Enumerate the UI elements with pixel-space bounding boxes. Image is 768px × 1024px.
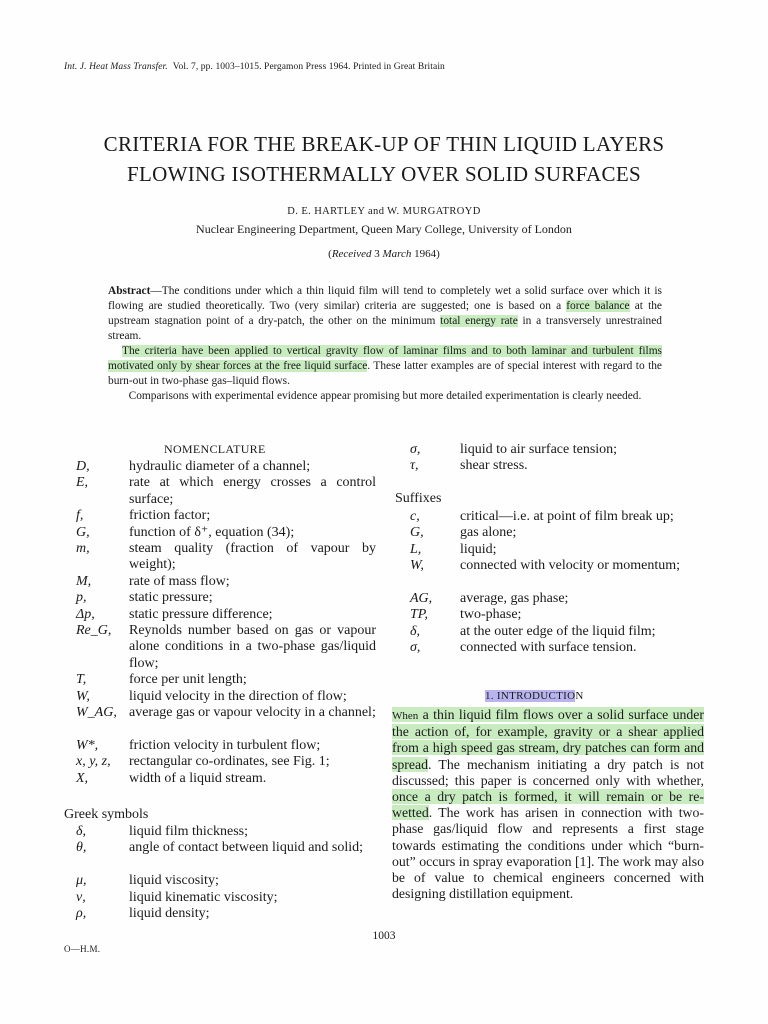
symbol: L,	[410, 541, 422, 557]
symbol: θ,	[76, 840, 87, 856]
suffixes-heading: Suffixes	[395, 491, 442, 506]
introduction-text: When a thin liquid film flows over a solid surface under the action of, for example, gravity or a shear applied from a high speed gas stream, dry patches can form and spread. The mechanism initiating a dry patch is not discussed; this paper is concerned only with whether, once a dry patch is formed, it will remain or be re-wetted. The work has arisen in connection with two-phase gas/liquid flow and represents a first stage towards estimating the conditions under which “burn-out” occurs in spray evaporation [1]. The work may also be of value to chemical engineers concerned with designing distillation equipment.	[392, 707, 704, 902]
page-number: 1003	[372, 930, 396, 942]
journal-details: Vol. 7, pp. 1003–1015. Pergamon Press 1964. Printed in Great Britain	[172, 62, 445, 72]
definition: liquid film thickness;	[129, 824, 248, 839]
definition: force per unit length;	[129, 672, 247, 688]
symbol: X,	[76, 770, 89, 786]
definition: liquid;	[460, 541, 497, 557]
definition: two-phase;	[460, 607, 522, 623]
symbol: W*,	[76, 737, 99, 753]
definition: connected with velocity or momentum;	[460, 558, 681, 574]
definition: friction velocity in turbulent flow;	[129, 737, 321, 753]
abstract-paragraph-1: Abstract—The conditions under which a thin liquid film will tend to completely wet a solid surface over which it is flowing are studied theoretically. Two (very similar) criteria are suggested; one is based on a force balance at the upstream stagnation point of a dry-patch, the other on the minimum total energy rate in a transversely unrestrained stream.	[108, 285, 662, 342]
definition: at the outer edge of the liquid film;	[460, 623, 656, 639]
symbol: G,	[410, 525, 424, 541]
definition: critical—i.e. at point of film break up;	[460, 509, 674, 524]
symbol: f,	[76, 508, 84, 524]
definition: friction factor;	[129, 508, 211, 524]
definition: average, gas phase;	[460, 591, 569, 606]
definition: rectangular co-ordinates, see Fig. 1;	[129, 754, 330, 770]
authors: D. E. HARTLEY and W. MURGATROYD	[287, 206, 481, 217]
symbol: ν,	[76, 889, 86, 905]
highlight: The criteria have been applied to vertical gravity flow of laminar films and to both laminar and turbulent films motivated only by shear forces at the free liquid surface	[108, 345, 662, 372]
footer-mark: O—H.M.	[64, 944, 101, 954]
definition: average gas or vapour velocity in a channel;	[129, 705, 376, 720]
definition: liquid density;	[129, 906, 210, 921]
symbol: δ,	[410, 623, 421, 639]
symbol: TP,	[410, 607, 429, 623]
definition: shear stress.	[460, 458, 528, 474]
symbol: σ,	[410, 640, 421, 656]
definition: static pressure difference;	[129, 606, 273, 622]
symbol: δ,	[76, 824, 87, 839]
symbol: AG,	[410, 591, 433, 606]
received-date: (Received 3 March 1964)	[328, 248, 440, 260]
nomenclature-heading: NOMENCLATURE	[164, 442, 266, 456]
symbol: τ,	[410, 458, 419, 474]
abstract	[108, 284, 662, 404]
definition: connected with surface tension.	[460, 640, 637, 656]
abstract-paragraph-3: Comparisons with experimental evidence appear promising but more detailed experimentation is clearly needed.	[128, 390, 642, 402]
highlight: force balance	[566, 300, 630, 312]
symbol: W_AG,	[76, 705, 117, 720]
journal-name: Int. J. Heat Mass Transfer.	[64, 62, 168, 72]
symbol: ρ,	[76, 906, 87, 921]
symbol: σ,	[410, 442, 421, 457]
symbol: Re_G,	[76, 623, 112, 638]
definition: liquid viscosity;	[129, 873, 219, 889]
definition: gas alone;	[460, 525, 517, 541]
definition: steam quality (fraction of vapour by weight);	[129, 541, 376, 573]
definition: liquid kinematic viscosity;	[129, 889, 278, 905]
definition: function of δ⁺, equation (34);	[129, 524, 295, 540]
symbol: W,	[76, 688, 90, 704]
symbol: T,	[76, 672, 87, 688]
abstract-paragraph-2: The criteria have been applied to vertical gravity flow of laminar films and to both laminar and turbulent films motivated only by shear forces at the free liquid surface. These latter examples are of special interest with regard to the burn-out in two-phase gas–liquid flows.	[108, 345, 662, 387]
symbol: μ,	[76, 873, 87, 889]
definition: liquid to air surface tension;	[460, 442, 618, 457]
highlight: total energy rate	[440, 315, 518, 327]
definition: hydraulic diameter of a channel;	[129, 459, 311, 474]
symbol: m,	[76, 541, 90, 556]
symbol: G,	[76, 524, 90, 540]
affiliation: Nuclear Engineering Department, Queen Mary College, University of London	[196, 222, 572, 236]
definition: width of a liquid stream.	[129, 770, 267, 786]
symbol: M,	[76, 573, 92, 589]
highlight: once a dry patch is formed, it will remain or be re-wetted	[392, 789, 704, 821]
greek-symbols-heading: Greek symbols	[64, 807, 149, 822]
dropcap: When	[392, 710, 419, 722]
definition: Reynolds number based on gas or vapour alone conditions in a two-phase gas/liquid flow;	[129, 623, 376, 671]
symbol: p,	[76, 590, 87, 606]
symbol: Δp,	[76, 606, 95, 622]
symbol: D,	[76, 459, 90, 474]
definition: static pressure;	[129, 590, 213, 606]
definition: liquid velocity in the direction of flow;	[129, 688, 347, 704]
definition: rate at which energy crosses a control surface;	[129, 475, 376, 507]
definition: angle of contact between liquid and solid;	[129, 840, 364, 856]
symbol: W,	[410, 558, 424, 574]
symbol: x, y, z,	[76, 754, 111, 770]
journal-header	[64, 62, 445, 72]
paper-title-line-2: FLOWING ISOTHERMALLY OVER SOLID SURFACES	[127, 162, 641, 186]
symbol: c,	[410, 509, 420, 524]
definition: rate of mass flow;	[129, 573, 230, 589]
introduction-heading: 1. INTRODUCTION	[485, 690, 584, 702]
symbol: E,	[76, 475, 89, 491]
paper-title-line-1: CRITERIA FOR THE BREAK-UP OF THIN LIQUID LAYERS	[103, 132, 665, 156]
abstract-label: Abstract	[108, 285, 151, 297]
